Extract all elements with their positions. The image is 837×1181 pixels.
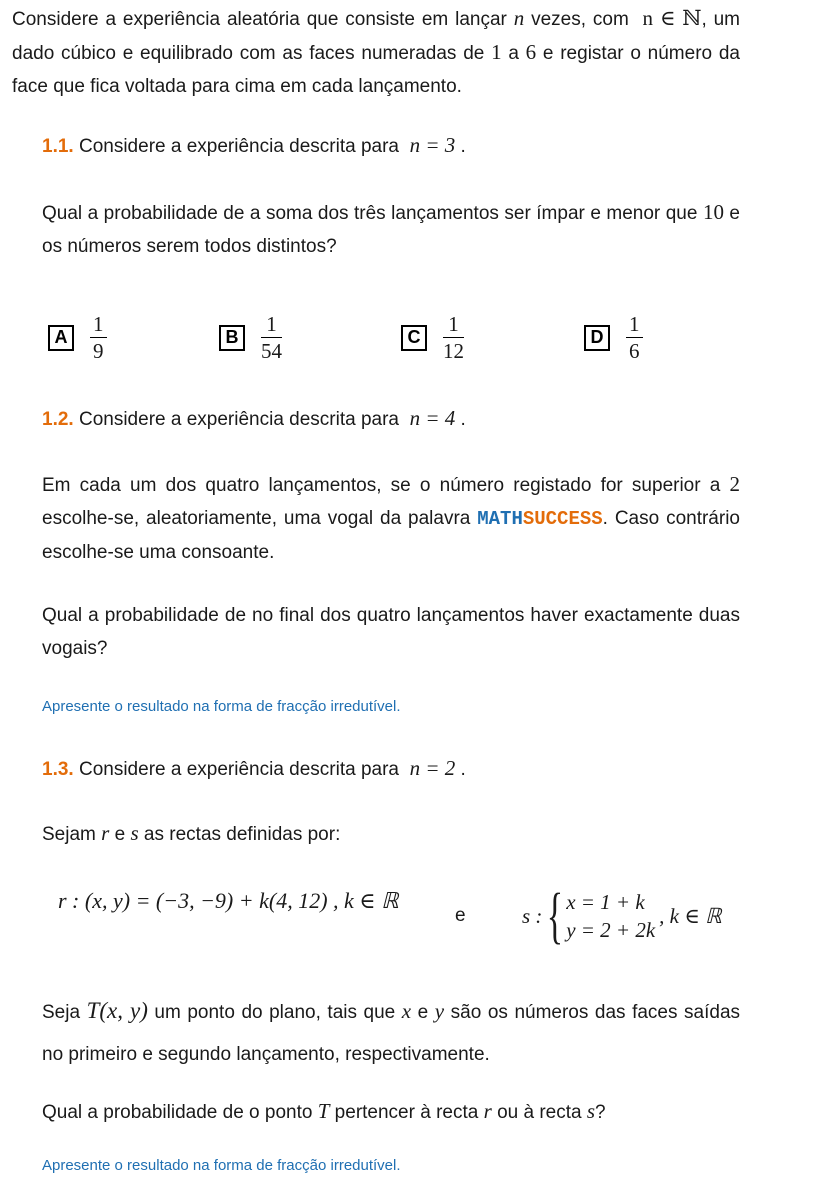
text: Qual a probabilidade de o ponto — [42, 1102, 318, 1123]
option-b[interactable] — [219, 313, 282, 362]
text: um ponto do plano, tais que — [147, 1002, 402, 1023]
intro-text: e registar o número da face que fica voltada para cima em cada lançamento. — [12, 43, 740, 97]
equation-r: r : (x, y) = (−3, −9) + k(4, 12) , k ∈ ℝ — [58, 888, 399, 913]
period: . — [460, 136, 466, 157]
fraction-bar — [443, 337, 464, 338]
denominator: 54 — [261, 339, 282, 363]
option-letter-box: A — [48, 325, 74, 351]
condition-n: n ∈ ℕ — [642, 6, 702, 30]
text: são os números das faces saídas no primeiro e segundo lançamento, respectivamente. — [42, 1002, 741, 1065]
question-text: escolhe-se, aleatoriamente, uma vogal da palavra — [42, 508, 478, 529]
question-number: 1.3. — [42, 759, 74, 780]
var-x: x — [401, 999, 412, 1023]
condition: n = 2 — [409, 756, 456, 780]
intro-paragraph — [12, 2, 740, 103]
option-letter-box: D — [584, 325, 610, 351]
answer-format-note: Apresente o resultado na forma de fracção irredutível. — [42, 1157, 401, 1174]
numerator: 1 — [93, 312, 104, 336]
question-1-1-heading — [42, 130, 466, 162]
question-1-3-question — [42, 1096, 606, 1128]
denominator: 9 — [93, 339, 104, 363]
var-r: r — [483, 1099, 492, 1123]
mathsuccess-word — [477, 508, 602, 530]
condition: n = 3 — [409, 133, 456, 157]
numerator: 1 — [629, 312, 640, 336]
option-letter-box: C — [401, 325, 427, 351]
question-1-2-text — [42, 468, 740, 569]
question-text: Em cada um dos quatro lançamentos, se o número registado for superior a — [42, 475, 730, 496]
text: Seja — [42, 1002, 87, 1023]
option-letter-box: B — [219, 325, 245, 351]
text: ou à recta — [491, 1102, 587, 1123]
text: e — [411, 1002, 435, 1023]
question-text: . Caso contrário escolhe-se uma consoante. — [42, 508, 740, 563]
option-a[interactable] — [48, 313, 107, 362]
brace-icon: { — [547, 882, 564, 950]
heading-text: Considere a experiência descrita para — [73, 759, 405, 780]
equation-s-system — [522, 882, 722, 950]
var-n: n — [513, 6, 525, 30]
denominator: 12 — [443, 339, 464, 363]
lines-intro — [42, 818, 340, 850]
conjunction-e: e — [455, 905, 466, 926]
question-1-1-text — [42, 196, 740, 263]
number-ten: 10 — [702, 200, 724, 224]
period: . — [460, 409, 466, 430]
intro-text: vezes, com — [524, 9, 636, 30]
system-rows — [566, 888, 655, 944]
number-two: 2 — [729, 472, 740, 496]
heading-text: Considere a experiência descrita para — [73, 136, 405, 157]
number-one: 1 — [491, 40, 502, 64]
question-text: Qual a probabilidade de a soma dos três lançamentos ser ímpar e menor que — [42, 203, 703, 224]
question-1-3-heading — [42, 753, 466, 785]
s-label: s : — [522, 903, 543, 928]
system-condition: , k ∈ ℝ — [659, 903, 722, 928]
question-1-2-question — [42, 599, 740, 665]
question-number: 1.1. — [42, 136, 74, 157]
fraction-bar — [261, 337, 282, 338]
answer-format-note: Apresente o resultado na forma de fracção irredutível. — [42, 698, 401, 715]
intro-text: Considere a experiência aleatória que consiste em lançar — [12, 9, 514, 30]
intro-text: , um dado cúbico e equilibrado com as faces numeradas de — [12, 9, 740, 64]
condition: n = 4 — [409, 406, 456, 430]
point-t-definition — [42, 990, 740, 1076]
point-t: T(x, y) — [86, 998, 148, 1023]
option-c[interactable] — [401, 313, 464, 362]
brand-math: MATH — [477, 508, 523, 530]
text: ? — [595, 1102, 606, 1123]
denominator: 6 — [629, 339, 640, 363]
question-text: e os números serem todos distintos? — [42, 203, 740, 257]
fraction-bar — [90, 337, 107, 338]
question-number: 1.2. — [42, 409, 74, 430]
text: e — [109, 824, 131, 845]
option-d[interactable] — [584, 313, 643, 362]
period: . — [460, 759, 466, 780]
var-s: s — [130, 821, 139, 845]
system-row-1: x = 1 + k — [566, 890, 645, 914]
option-fraction — [90, 313, 107, 362]
intro-text: a — [501, 43, 526, 64]
system-row-2: y = 2 + 2k — [566, 918, 656, 942]
fraction-bar — [626, 337, 643, 338]
numerator: 1 — [448, 312, 459, 336]
var-y: y — [434, 999, 445, 1023]
text: Sejam — [42, 824, 102, 845]
number-six: 6 — [525, 40, 537, 64]
text: pertencer à recta — [329, 1102, 484, 1123]
heading-text: Considere a experiência descrita para — [73, 409, 405, 430]
option-fraction — [626, 313, 643, 362]
var-t: T — [317, 1099, 330, 1123]
brand-success: SUCCESS — [522, 508, 603, 530]
question-text: Qual a probabilidade de no final dos quatro lançamentos haver exactamente duas vogais? — [42, 605, 740, 659]
numerator: 1 — [266, 312, 277, 336]
text: as rectas definidas por: — [138, 824, 341, 845]
question-1-2-heading — [42, 403, 466, 435]
var-s: s — [586, 1099, 596, 1123]
option-fraction — [261, 313, 282, 362]
option-fraction — [443, 313, 464, 362]
var-r: r — [101, 821, 110, 845]
